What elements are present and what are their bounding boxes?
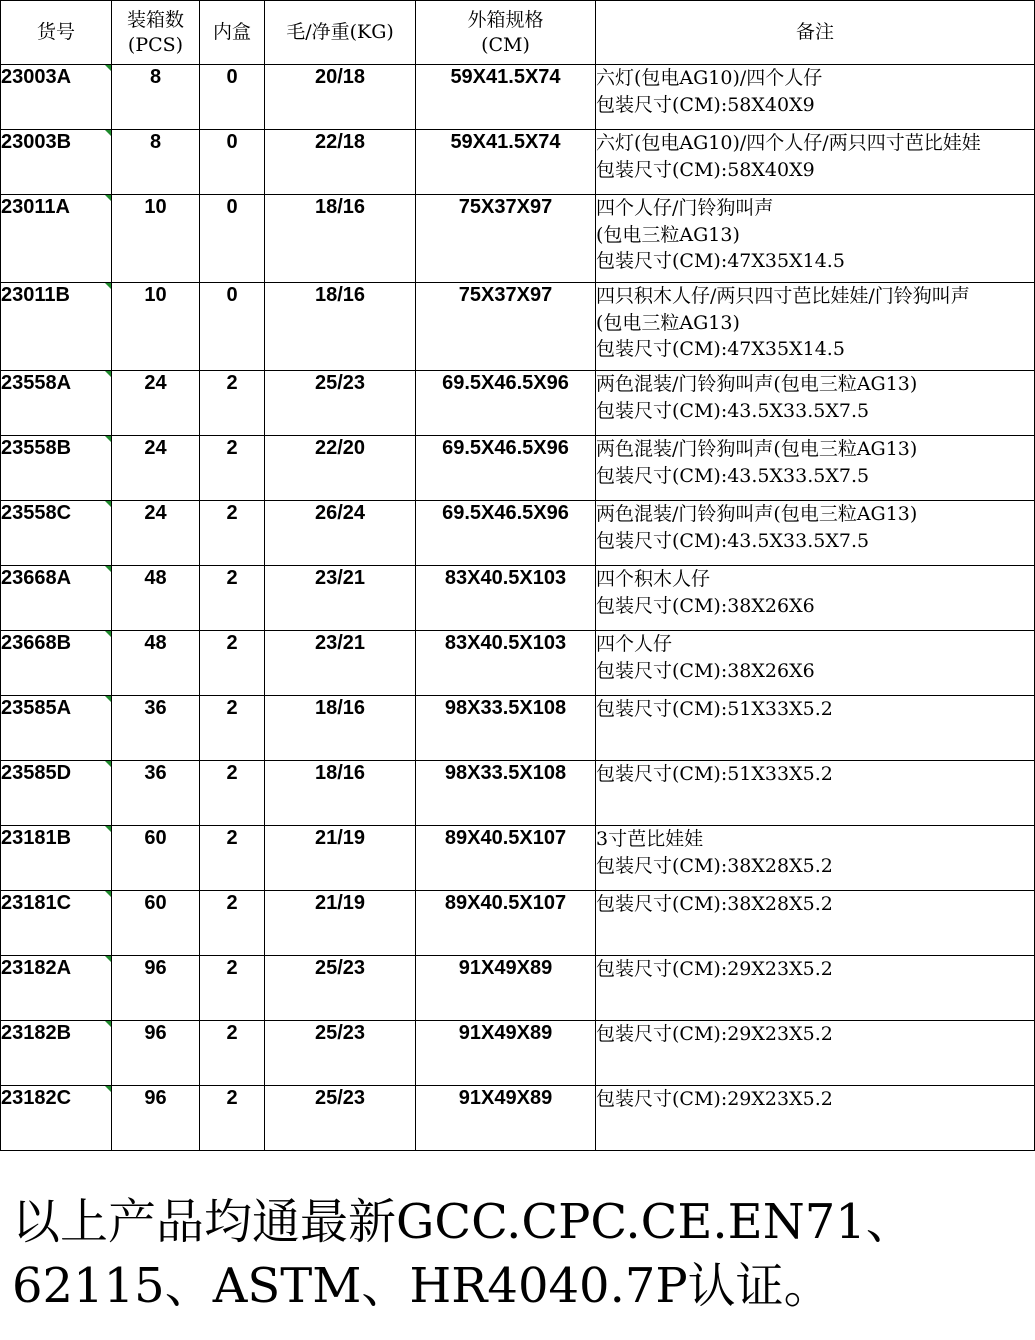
item-code: 23011A	[1, 195, 112, 283]
weight: 25/23	[265, 371, 416, 436]
remark-line: 四个积木人仔	[596, 568, 711, 590]
cell-comment-marker	[105, 501, 111, 507]
weight: 23/21	[265, 566, 416, 631]
carton-qty: 48	[112, 631, 200, 696]
remark-line: 四个人仔/门铃狗叫声	[596, 197, 774, 219]
header-weight: 毛/净重(KG)	[265, 1, 416, 65]
remark-line: 包装尺寸(CM):38X28X5.2	[596, 893, 833, 915]
cell-comment-marker	[105, 956, 111, 962]
table-row	[1, 65, 1035, 130]
table-row	[1, 956, 1035, 1021]
weight: 18/16	[265, 696, 416, 761]
inner-box: 2	[200, 631, 265, 696]
cell-comment-marker	[105, 65, 111, 71]
carton-qty: 24	[112, 371, 200, 436]
carton-qty: 96	[112, 1021, 200, 1086]
cell-comment-marker	[105, 130, 111, 136]
remark-line: 包装尺寸(CM):47X35X14.5	[596, 250, 845, 272]
carton-qty: 8	[112, 65, 200, 130]
carton-qty: 60	[112, 891, 200, 956]
remarks	[596, 956, 1035, 1021]
carton-size: 89X40.5X107	[416, 891, 596, 956]
certification-line-2: 62115、ASTM、HR4040.7P认证。	[12, 1258, 832, 1314]
cell-comment-marker	[105, 283, 111, 289]
remark-line: 包装尺寸(CM):29X23X5.2	[596, 1088, 833, 1110]
table-body	[1, 65, 1035, 1151]
weight: 22/18	[265, 130, 416, 195]
inner-box: 2	[200, 501, 265, 566]
carton-size: 98X33.5X108	[416, 761, 596, 826]
carton-qty: 96	[112, 956, 200, 1021]
inner-box: 2	[200, 891, 265, 956]
item-code: 23558C	[1, 501, 112, 566]
carton-qty: 10	[112, 195, 200, 283]
remarks	[596, 130, 1035, 195]
item-code: 23182B	[1, 1021, 112, 1086]
inner-box: 0	[200, 130, 265, 195]
header-item-code: 货号	[1, 1, 112, 65]
remark-line: 包装尺寸(CM):38X28X5.2	[596, 854, 833, 877]
carton-size: 69.5X46.5X96	[416, 371, 596, 436]
cell-comment-marker	[105, 436, 111, 442]
weight: 25/23	[265, 956, 416, 1021]
inner-box: 2	[200, 696, 265, 761]
cell-comment-marker	[105, 195, 111, 201]
table-header-row	[1, 1, 1035, 65]
remark-line: 包装尺寸(CM):58X40X9	[596, 158, 815, 181]
remark-line: 包装尺寸(CM):51X33X5.2	[596, 698, 833, 720]
header-inner-box: 内盒	[200, 1, 265, 65]
item-code: 23668B	[1, 631, 112, 696]
inner-box: 2	[200, 826, 265, 891]
remark-line: 包装尺寸(CM):29X23X5.2	[596, 1023, 833, 1045]
remarks	[596, 1086, 1035, 1151]
weight: 26/24	[265, 501, 416, 566]
item-code: 23668A	[1, 566, 112, 631]
table-row	[1, 891, 1035, 956]
cell-comment-marker	[105, 696, 111, 702]
remark-line: 包装尺寸(CM):43.5X33.5X7.5	[596, 399, 870, 422]
remark-line: (包电三粒AG13)	[596, 223, 740, 246]
table-row	[1, 501, 1035, 566]
remarks	[596, 65, 1035, 130]
table-row	[1, 1086, 1035, 1151]
item-code: 23585A	[1, 696, 112, 761]
carton-size: 75X37X97	[416, 195, 596, 283]
remarks	[596, 631, 1035, 696]
weight: 18/16	[265, 195, 416, 283]
header-carton-qty: 装箱数 (PCS)	[112, 1, 200, 65]
table-row	[1, 631, 1035, 696]
table-row	[1, 696, 1035, 761]
item-code: 23011B	[1, 283, 112, 371]
table-row	[1, 436, 1035, 501]
carton-qty: 10	[112, 283, 200, 371]
table-row	[1, 371, 1035, 436]
carton-size: 98X33.5X108	[416, 696, 596, 761]
weight: 25/23	[265, 1086, 416, 1151]
weight: 20/18	[265, 65, 416, 130]
remark-line: 两色混装/门铃狗叫声(包电三粒AG13)	[596, 438, 918, 460]
cell-comment-marker	[105, 891, 111, 897]
item-code: 23558B	[1, 436, 112, 501]
remark-line: 3寸芭比娃娃	[596, 828, 704, 850]
table-row	[1, 1021, 1035, 1086]
header-carton-size: 外箱规格 (CM)	[416, 1, 596, 65]
remarks	[596, 1021, 1035, 1086]
inner-box: 2	[200, 761, 265, 826]
weight: 23/21	[265, 631, 416, 696]
remarks	[596, 696, 1035, 761]
cell-comment-marker	[105, 761, 111, 767]
cell-comment-marker	[105, 1021, 111, 1027]
inner-box: 2	[200, 956, 265, 1021]
table-row	[1, 826, 1035, 891]
carton-size: 91X49X89	[416, 956, 596, 1021]
weight: 18/16	[265, 283, 416, 371]
carton-size: 59X41.5X74	[416, 65, 596, 130]
inner-box: 2	[200, 371, 265, 436]
weight: 18/16	[265, 761, 416, 826]
carton-qty: 8	[112, 130, 200, 195]
remarks	[596, 761, 1035, 826]
inner-box: 0	[200, 195, 265, 283]
carton-size: 91X49X89	[416, 1021, 596, 1086]
weight: 22/20	[265, 436, 416, 501]
remarks	[596, 436, 1035, 501]
carton-qty: 48	[112, 566, 200, 631]
cell-comment-marker	[105, 371, 111, 377]
item-code: 23003B	[1, 130, 112, 195]
item-code: 23182C	[1, 1086, 112, 1151]
remark-line: 包装尺寸(CM):58X40X9	[596, 93, 815, 116]
remark-line: 六灯(包电AG10)/四个人仔/两只四寸芭比娃娃	[596, 132, 981, 154]
table-row	[1, 130, 1035, 195]
carton-size: 59X41.5X74	[416, 130, 596, 195]
cell-comment-marker	[105, 826, 111, 832]
inner-box: 0	[200, 283, 265, 371]
remark-line: 包装尺寸(CM):47X35X14.5	[596, 338, 845, 360]
item-code: 23003A	[1, 65, 112, 130]
carton-qty: 60	[112, 826, 200, 891]
cell-comment-marker	[105, 1086, 111, 1092]
carton-size: 83X40.5X103	[416, 566, 596, 631]
carton-size: 75X37X97	[416, 283, 596, 371]
table-row	[1, 195, 1035, 283]
carton-size: 69.5X46.5X96	[416, 436, 596, 501]
weight: 25/23	[265, 1021, 416, 1086]
certification-line-1: 以上产品均通最新GCC.CPC.CE.EN71、	[12, 1194, 914, 1250]
carton-size: 89X40.5X107	[416, 826, 596, 891]
remarks	[596, 283, 1035, 371]
weight: 21/19	[265, 891, 416, 956]
remark-line: 包装尺寸(CM):38X26X6	[596, 659, 815, 682]
cell-comment-marker	[105, 566, 111, 572]
item-code: 23558A	[1, 371, 112, 436]
remark-line: 包装尺寸(CM):51X33X5.2	[596, 763, 833, 785]
inner-box: 2	[200, 436, 265, 501]
remark-line: (包电三粒AG13)	[596, 311, 740, 334]
remark-line: 包装尺寸(CM):29X23X5.2	[596, 958, 833, 980]
remarks	[596, 826, 1035, 891]
remarks	[596, 566, 1035, 631]
remarks	[596, 195, 1035, 283]
carton-size: 91X49X89	[416, 1086, 596, 1151]
remark-line: 四个人仔	[596, 633, 673, 655]
remark-line: 两色混装/门铃狗叫声(包电三粒AG13)	[596, 503, 918, 525]
inner-box: 0	[200, 65, 265, 130]
remark-line: 两色混装/门铃狗叫声(包电三粒AG13)	[596, 373, 918, 395]
carton-qty: 24	[112, 436, 200, 501]
header-remarks: 备注	[596, 1, 1035, 65]
remark-line: 四只积木人仔/两只四寸芭比娃娃/门铃狗叫声	[596, 285, 970, 307]
inner-box: 2	[200, 1086, 265, 1151]
carton-qty: 96	[112, 1086, 200, 1151]
remark-line: 包装尺寸(CM):43.5X33.5X7.5	[596, 464, 870, 487]
item-code: 23181B	[1, 826, 112, 891]
remarks	[596, 501, 1035, 566]
item-code: 23182A	[1, 956, 112, 1021]
carton-qty: 36	[112, 696, 200, 761]
remark-line: 包装尺寸(CM):38X26X6	[596, 594, 815, 617]
remark-line: 包装尺寸(CM):43.5X33.5X7.5	[596, 529, 870, 552]
table-row	[1, 761, 1035, 826]
remarks	[596, 891, 1035, 956]
inner-box: 2	[200, 1021, 265, 1086]
cell-comment-marker	[105, 631, 111, 637]
table-row	[1, 283, 1035, 371]
item-code: 23585D	[1, 761, 112, 826]
remark-line: 六灯(包电AG10)/四个人仔	[596, 67, 823, 89]
carton-size: 69.5X46.5X96	[416, 501, 596, 566]
remarks	[596, 371, 1035, 436]
table-row	[1, 566, 1035, 631]
weight: 21/19	[265, 826, 416, 891]
carton-qty: 36	[112, 761, 200, 826]
certification-note	[12, 1190, 1027, 1318]
inner-box: 2	[200, 566, 265, 631]
carton-qty: 24	[112, 501, 200, 566]
carton-size: 83X40.5X103	[416, 631, 596, 696]
item-code: 23181C	[1, 891, 112, 956]
